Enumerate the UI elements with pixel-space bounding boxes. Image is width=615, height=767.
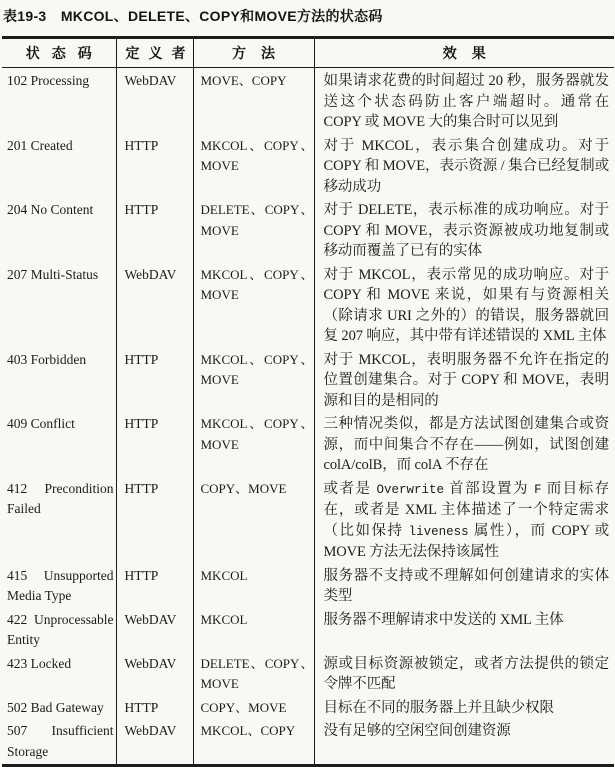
cell-defined-by: WebDAV xyxy=(116,264,193,349)
cell-status-code: 207 Multi-Status xyxy=(7,266,99,282)
table-row xyxy=(2,478,614,565)
cell-status-code: 204 No Content xyxy=(7,202,94,217)
cell-status-code: 403 Forbidden xyxy=(7,351,87,367)
cell-status-code: 102 Processing xyxy=(7,73,90,88)
cell-methods: MKCOL、COPY、MOVE xyxy=(193,135,314,200)
cell-methods: MKCOL、COPY xyxy=(193,720,314,766)
table-row xyxy=(2,653,614,697)
cell-status-code: 422 Unprocessable Entity xyxy=(7,611,114,647)
cell-effect: 对于 MKCOL，表示集合创建成功。对于 COPY 和 MOVE，表示资源 / 集合已经复制或移动成功 xyxy=(314,135,614,200)
cell-methods: MKCOL、COPY、MOVE xyxy=(193,349,314,414)
cell-status-code: 201 Created xyxy=(7,137,73,153)
cell-defined-by: HTTP xyxy=(116,135,193,200)
column-header: 效果 xyxy=(314,38,614,68)
cell-defined-by: HTTP xyxy=(116,478,193,565)
table-row xyxy=(2,609,614,653)
table-row xyxy=(2,135,614,200)
table-row xyxy=(2,697,614,721)
cell-methods: MKCOL、COPY、MOVE xyxy=(193,264,314,349)
cell-defined-by: HTTP xyxy=(116,697,193,721)
cell-defined-by: WebDAV xyxy=(116,720,193,766)
cell-effect: 对于 DELETE，表示标准的成功响应。对于 COPY 和 MOVE，表示资源被成功地复制或移动而覆盖了已有的实体 xyxy=(314,199,614,264)
table-header xyxy=(2,38,614,68)
cell-effect: 没有足够的空闲空间创建资源 xyxy=(314,720,614,766)
cell-defined-by: HTTP xyxy=(116,565,193,609)
table-caption: 表19-3 MKCOL、DELETE、COPY和MOVE方法的状态码 xyxy=(3,8,383,24)
cell-defined-by: WebDAV xyxy=(116,653,193,697)
cell-defined-by: HTTP xyxy=(116,349,193,414)
cell-status-code: 415 Unsupported Media Type xyxy=(7,567,114,603)
cell-methods: COPY、MOVE xyxy=(193,478,314,565)
cell-methods: MOVE、COPY xyxy=(193,68,314,135)
cell-effect: 对于 MKCOL，表示常见的成功响应。对于 COPY 和 MOVE 来说，如果有与资源相关（除请求 URI 之外的）的错误，服务器就回复 207 响应，其中带有详述错误的 XML 主体 xyxy=(314,264,614,349)
cell-methods: DELETE、COPY、MOVE xyxy=(193,653,314,697)
cell-defined-by: WebDAV xyxy=(116,609,193,653)
cell-status-code: 409 Conflict xyxy=(7,416,75,431)
table-row xyxy=(2,349,614,414)
column-header: 定义者 xyxy=(116,38,193,68)
cell-defined-by: HTTP xyxy=(116,413,193,478)
column-header: 方法 xyxy=(193,38,314,68)
cell-methods: MKCOL、COPY、MOVE xyxy=(193,413,314,478)
cell-effect: 服务器不理解请求中发送的 XML 主体 xyxy=(314,609,614,653)
cell-effect: 如果请求花费的时间超过 20 秒，服务器就发送这个状态码防止客户端超时。通常在 COPY 或 MOVE 大的集合时可以见到 xyxy=(314,68,614,135)
cell-effect: 目标在不同的服务器上并且缺少权限 xyxy=(314,697,614,721)
table-row xyxy=(2,413,614,478)
table-row xyxy=(2,565,614,609)
status-code-table xyxy=(2,36,614,767)
table-row xyxy=(2,264,614,349)
cell-defined-by: WebDAV xyxy=(116,68,193,135)
cell-defined-by: HTTP xyxy=(116,199,193,264)
cell-effect: 对于 MKCOL，表明服务器不允许在指定的位置创建集合。对于 COPY 和 MOVE，表明源和目的是相同的 xyxy=(314,349,614,414)
cell-effect: 或者是 Overwrite 首部设置为 F 而目标存在，或者是 XML 主体描述了一个特定需求（比如保持 liveness 属性），而 COPY 或 MOVE 方法无法保持该属性 xyxy=(314,478,614,565)
cell-methods: COPY、MOVE xyxy=(193,697,314,721)
cell-status-code: 507 Insufficient Storage xyxy=(7,723,114,759)
column-header: 状态码 xyxy=(2,38,116,68)
cell-status-code: 423 Locked xyxy=(7,655,72,671)
cell-effect: 服务器不支持或不理解如何创建请求的实体类型 xyxy=(314,565,614,609)
table-row xyxy=(2,199,614,264)
cell-status-code: 412 Precondition Failed xyxy=(7,480,114,516)
cell-methods: MKCOL xyxy=(193,609,314,653)
cell-effect: 三种情况类似，都是方法试图创建集合或资源，而中间集合不存在——例如，试图创建 colA/colB，而 colA 不存在 xyxy=(314,413,614,478)
table-body xyxy=(2,68,614,766)
table-row xyxy=(2,68,614,135)
cell-effect: 源或目标资源被锁定，或者方法提供的锁定令牌不匹配 xyxy=(314,653,614,697)
table-row xyxy=(2,720,614,766)
cell-methods: MKCOL xyxy=(193,565,314,609)
cell-methods: DELETE、COPY、MOVE xyxy=(193,199,314,264)
table-header-row xyxy=(2,38,614,68)
cell-status-code: 502 Bad Gateway xyxy=(7,699,104,715)
